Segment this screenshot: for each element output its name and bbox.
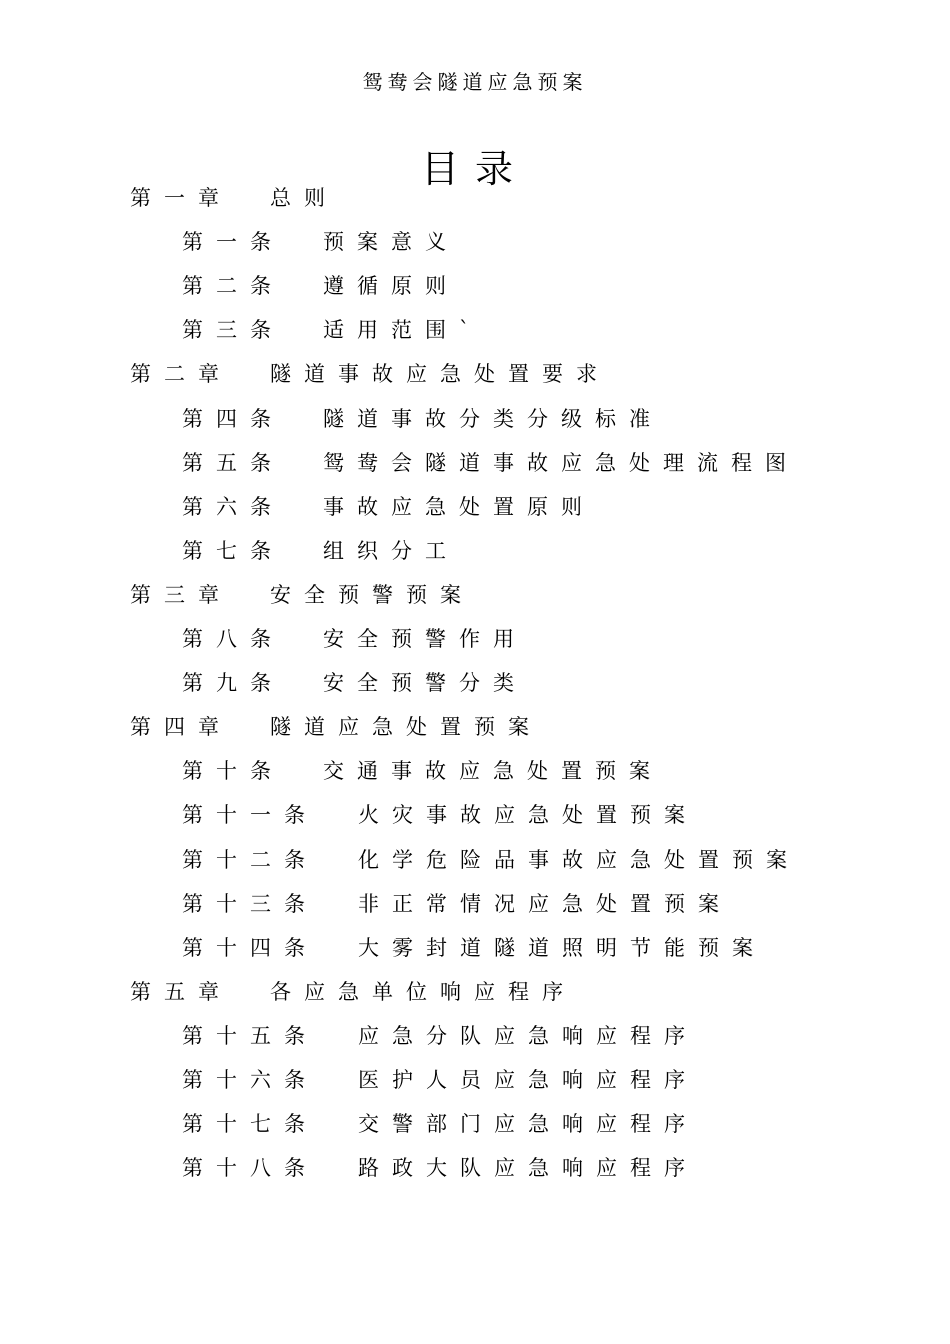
chapter-text: 隧道事故应急处置要求	[270, 362, 610, 386]
article-text: 组织分工	[323, 539, 459, 563]
article-text: 遵循原则	[323, 274, 459, 298]
article-text: 安全预警作用	[323, 627, 527, 651]
article-number: 第五条	[182, 451, 284, 475]
article-text: 化学危险品事故应急处置预案	[358, 848, 800, 872]
chapter-text: 安全预警预案	[270, 583, 474, 607]
toc-article	[182, 1110, 698, 1138]
toc-chapter	[130, 581, 474, 609]
article-text: 火灾事故应急处置预案	[358, 803, 698, 827]
article-text: 非正常情况应急处置预案	[358, 892, 732, 916]
toc-article	[182, 316, 483, 344]
article-text: 鸳鸯会隧道事故应急处理流程图	[323, 451, 799, 475]
chapter-text: 各应急单位响应程序	[270, 980, 576, 1004]
toc-article	[182, 405, 663, 433]
toc-title: 目录	[420, 147, 529, 191]
toc-article	[182, 669, 527, 697]
article-number: 第八条	[182, 627, 284, 651]
toc-article	[182, 846, 800, 874]
article-text: 预案意义	[323, 230, 459, 254]
document-header: 鸳鸯会隧道应急预案	[362, 70, 588, 94]
article-number: 第十八条	[182, 1156, 318, 1180]
toc-article	[182, 493, 595, 521]
article-text: 隧道事故分类分级标准	[323, 407, 663, 431]
article-text: 路政大队应急响应程序	[358, 1156, 698, 1180]
toc-chapter	[130, 184, 338, 212]
article-number: 第十二条	[182, 848, 318, 872]
article-number: 第十三条	[182, 892, 318, 916]
article-text: 大雾封道隧道照明节能预案	[358, 936, 766, 960]
article-text: 医护人员应急响应程序	[358, 1068, 698, 1092]
chapter-text: 总则	[270, 186, 338, 210]
article-text: 交通事故应急处置预案	[323, 759, 663, 783]
toc-article	[182, 228, 459, 256]
toc-article	[182, 1154, 698, 1182]
chapter-text: 隧道应急处置预案	[270, 715, 542, 739]
chapter-number: 第五章	[130, 980, 232, 1004]
article-number: 第十五条	[182, 1024, 318, 1048]
toc-article	[182, 801, 698, 829]
article-text: 应急分队应急响应程序	[358, 1024, 698, 1048]
article-text: 适用范围`	[323, 318, 483, 342]
article-text: 安全预警分类	[323, 671, 527, 695]
chapter-number: 第三章	[130, 583, 232, 607]
toc-chapter	[130, 978, 576, 1006]
article-number: 第二条	[182, 274, 284, 298]
chapter-number: 第一章	[130, 186, 232, 210]
article-number: 第十条	[182, 759, 284, 783]
toc-article	[182, 1022, 698, 1050]
article-number: 第六条	[182, 495, 284, 519]
toc-chapter	[130, 713, 542, 741]
toc-article	[182, 757, 663, 785]
article-text: 事故应急处置原则	[323, 495, 595, 519]
toc-article	[182, 625, 527, 653]
toc-article	[182, 537, 459, 565]
toc-article	[182, 1066, 698, 1094]
article-number: 第十四条	[182, 936, 318, 960]
article-number: 第七条	[182, 539, 284, 563]
toc-article	[182, 934, 766, 962]
toc-article	[182, 890, 732, 918]
toc-chapter	[130, 360, 610, 388]
article-number: 第三条	[182, 318, 284, 342]
article-number: 第一条	[182, 230, 284, 254]
article-number: 第十七条	[182, 1112, 318, 1136]
chapter-number: 第四章	[130, 715, 232, 739]
article-number: 第十六条	[182, 1068, 318, 1092]
chapter-number: 第二章	[130, 362, 232, 386]
toc-article	[182, 449, 799, 477]
article-number: 第十一条	[182, 803, 318, 827]
toc-article	[182, 272, 459, 300]
article-text: 交警部门应急响应程序	[358, 1112, 698, 1136]
article-number: 第四条	[182, 407, 284, 431]
article-number: 第九条	[182, 671, 284, 695]
